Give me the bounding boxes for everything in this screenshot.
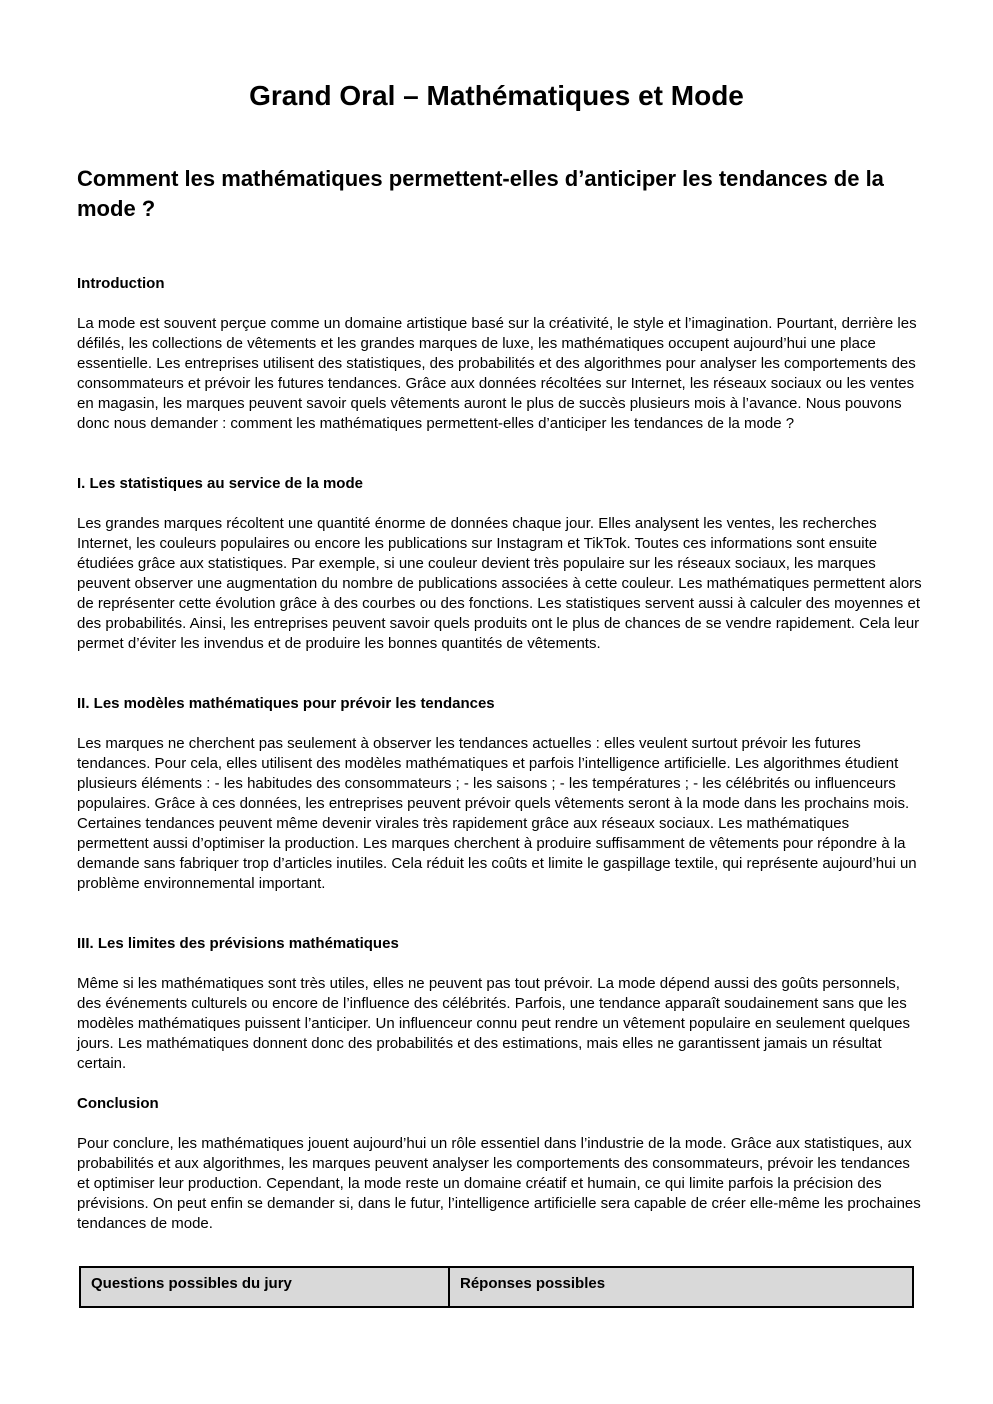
section-text-limites: Même si les mathématiques sont très utiles, elles ne peuvent pas tout prévoir. La mode dépend aussi des goûts personnels, des événements culturels ou encore de l’influence des célébrités. Parfois, une tendance apparaît soudainement sans que les modèles mathématiques puissent l’anticiper. Un influenceur connu peut rendre un vêtement populaire en seulement quelques jours. Les mathématiques donnent donc des probabilités et des estimations, mais elles ne garantissent jamais un résultat certain. <box>77 975 911 1072</box>
problem-question: Comment les mathématiques permettent-elles d’anticiper les tendances de la mode ? <box>77 166 884 221</box>
table-header-reponses: Réponses possibles <box>449 1267 913 1307</box>
document-title: Grand Oral – Mathématiques et Mode <box>249 80 744 111</box>
section-text-introduction: La mode est souvent perçue comme un domaine artistique basé sur la créativité, le style et l’imagination. Pourtant, derrière les défilés, les collections de vêtements et les grandes marques de luxe, les mathématiques occupent aujourd’hui une place essentielle. Les entreprises utilisent des statistiques, des probabilités et des algorithmes pour analyser les comportements des consommateurs et prévoir les futures tendances. Grâce aux données récoltées sur Internet, les réseaux sociaux ou les ventes en magasin, les marques peuvent savoir quels vêtements auront le plus de succès plusieurs mois à l’avance. Nous pouvons donc nous demander : comment les mathématiques permettent-elles d’anticiper les tendances de la mode ? <box>77 315 917 432</box>
section-text-conclusion: Pour conclure, les mathématiques jouent aujourd’hui un rôle essentiel dans l’industrie de la mode. Grâce aux statistiques, aux probabilités et aux algorithmes, les marques peuvent analyser les comportements des consommateurs, prévoir les tendances et optimiser leur production. Cependant, la mode reste un domaine créatif et humain, ce qui limite parfois la précision des prévisions. On peut enfin se demander si, dans le futur, l’intelligence artificielle sera capable de créer elle-même les prochaines tendances de mode. <box>77 1135 921 1232</box>
table-header-row <box>80 1267 913 1307</box>
section-heading-conclusion: Conclusion <box>77 1095 159 1112</box>
section-heading-introduction: Introduction <box>77 275 165 292</box>
section-text-statistiques: Les grandes marques récoltent une quantité énorme de données chaque jour. Elles analysent les ventes, les recherches Internet, les couleurs populaires ou encore les publications sur Instagram et TikTok. Toutes ces informations sont ensuite étudiées grâce aux statistiques. Par exemple, si une couleur devient très populaire sur les réseaux sociaux, les marques peuvent observer une augmentation du nombre de publications associées à cette couleur. Les mathématiques permettent alors de représenter cette évolution grâce à des courbes ou des fonctions. Les statistiques servent aussi à calculer des moyennes et des probabilités. Ainsi, les entreprises peuvent savoir quels produits ont le plus de chances de se vendre rapidement. Cela leur permet d’éviter les invendus et de produire les bonnes quantités de vêtements. <box>77 515 922 652</box>
section-heading-modeles: II. Les modèles mathématiques pour prévoir les tendances <box>77 695 495 712</box>
section-heading-statistiques: I. Les statistiques au service de la mode <box>77 475 363 492</box>
section-text-modeles: Les marques ne cherchent pas seulement à observer les tendances actuelles : elles veulent surtout prévoir les futures tendances. Pour cela, elles utilisent des modèles mathématiques et parfois l’intelligence artificielle. Les algorithmes étudient plusieurs éléments : - les habitudes des consommateurs ; - les saisons ; - les températures ; - les célébrités ou influenceurs populaires. Grâce à ces données, les entreprises peuvent prévoir quels vêtements seront à la mode dans les prochains mois. Certaines tendances peuvent même devenir virales très rapidement grâce aux réseaux sociaux. Les mathématiques permettent aussi d’optimiser la production. Les marques cherchent à produire suffisamment de vêtements pour répondre à la demande sans fabriquer trop d’articles inutiles. Cela réduit les coûts et limite le gaspillage textile, qui représente aujourd’hui un problème environnemental important. <box>77 735 917 892</box>
section-heading-limites: III. Les limites des prévisions mathématiques <box>77 935 399 952</box>
jury-questions-table <box>79 1266 914 1308</box>
table-header-questions: Questions possibles du jury <box>80 1267 449 1307</box>
